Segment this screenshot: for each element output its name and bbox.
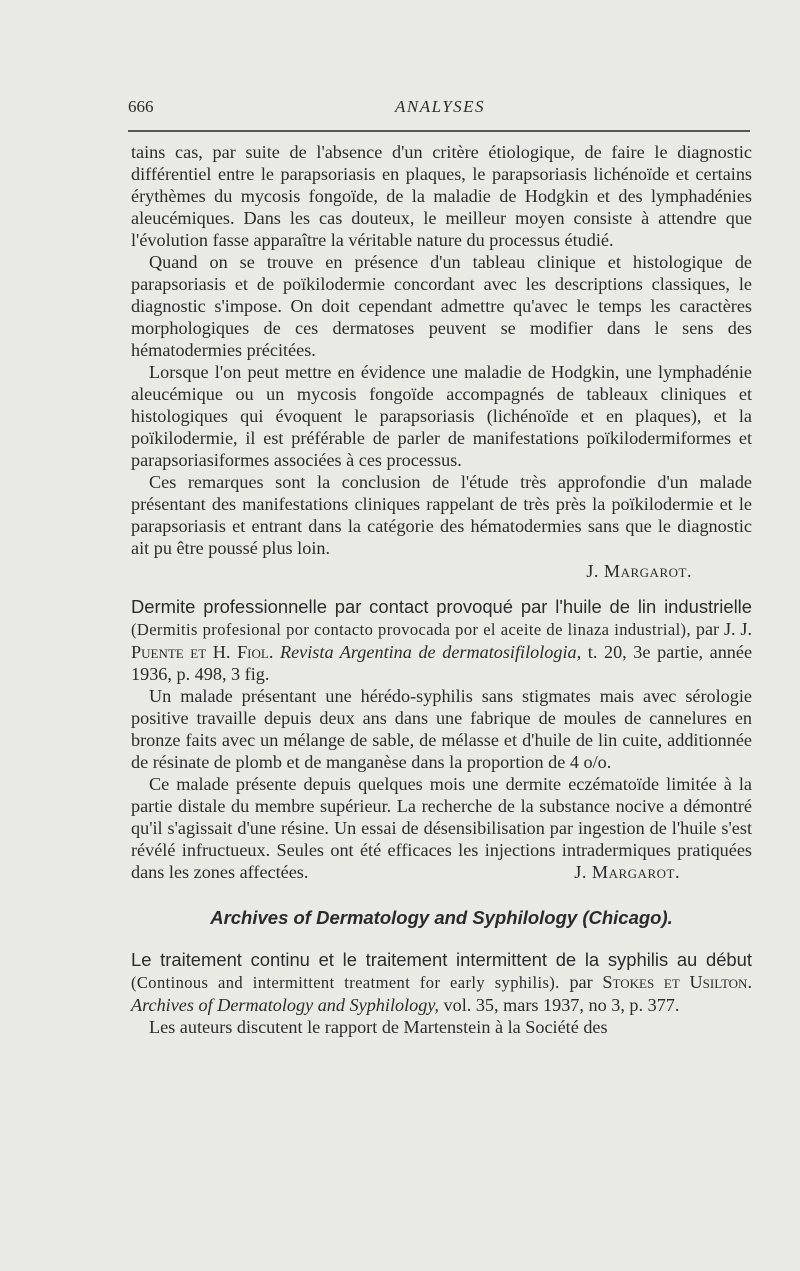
page-body [131,141,752,1038]
running-title: ANALYSES [394,97,486,116]
authors: Stokes et Usilton. [602,972,752,992]
article-heading [131,949,752,1016]
article-title: Dermite professionnelle par contact provoqué par l'huile de lin industrielle [131,596,752,617]
authors-prefix: par [569,972,593,992]
original-title: (Dermitis profesional por contacto provocada por el aceite de linaza industrial), [131,620,691,639]
citation: vol. 35, mars 1937, no 3, p. 377. [443,995,680,1015]
signature: J. Margarot. [574,862,680,882]
page-number: 666 [128,97,154,116]
paragraph: tains cas, par suite de l'absence d'un critère étiologique, de faire le diagnostic différentiel entre le parapsoriasis en plaques, le parapsoriasis lichénoïde et certains érythèmes du mycosis fongoïde, de la maladie de Hodgkin et des lymphadénies aleucémiques. Dans les cas douteux, le meilleur moyen consiste à attendre que l'évolution fasse apparaître la véritable nature du processus étudié. [131,142,752,250]
article-title: Le traitement continu et le traitement intermittent de la syphilis au début [131,949,752,970]
paragraph: Un malade présentant une hérédo-syphilis sans stigmates mais avec sérologie positive travaille depuis deux ans dans une fabrique de moules de cannelures en bronze faits avec un mélange de sable, de mélasse et d'huile de lin cuite, additionnée de résinate de plomb et de manganèse dans la proportion de 4 o/o. [131,686,752,772]
paragraph: Quand on se trouve en présence d'un tableau clinique et histologique de parapsoriasis et de poïkilodermie concordant avec les descriptions classiques, le diagnostic s'impose. On doit cependant admettre qu'avec le temps les caractères morphologiques de ces dermatoses peuvent se modifier dans le sens des hématodermies précitées. [131,252,752,360]
paragraph-text: Ce malade présente depuis quelques mois une dermite eczématoïde limitée à la partie distale du membre supérieur. La recherche de la substance nocive a démontré qu'il s'agissait d'une résine. Un essai de désensibilisation par ingestion de l'huile s'est révélé infructueux. Seules ont été efficaces les injections intradermiques pratiquées dans les zones affectées. [131,774,752,882]
paragraph [131,773,752,883]
journal-name: Archives of Dermatology and Syphilology, [131,995,439,1015]
page-header [128,97,752,127]
paragraph: Les auteurs discutent le rapport de Martenstein à la Société des [149,1017,608,1037]
citation: t. 20, 3e partie, année 1936, p. 498, 3 fig. [131,642,753,684]
header-rule [128,130,750,132]
authors-prefix: par [695,619,720,639]
journal-heading: Archives of Dermatology and Syphilology (Chicago). [210,907,673,928]
paragraph: Lorsque l'on peut mettre en évidence une maladie de Hodgkin, une lymphadénie aleucémique ou un mycosis fongoïde accompagnés de tableaux cliniques et histologiques qui évoquent le parapsoriasis (lichénoïde et en plaques), et la poïkilodermie, il est préférable de parler de manifestations poïkilodermiformes et parapsoriasiformes associées à ces processus. [131,362,752,470]
signature: J. Margarot. [586,561,692,581]
paragraph: Ces remarques sont la conclusion de l'étude très approfondie d'un malade présentant des manifestations cliniques rappelant de très près la poïkilodermie et le parapsoriasis et entrant dans la catégorie des hématodermies sans que le diagnostic ait pu être poussé plus loin. [131,472,752,558]
journal-name: Revista Argentina de dermatosifilologia, [280,642,582,662]
original-title: (Continous and intermittent treatment for early syphilis). [131,973,560,992]
article-heading [131,596,752,685]
authors: J. J. Puente et H. Fiol. [131,619,753,662]
